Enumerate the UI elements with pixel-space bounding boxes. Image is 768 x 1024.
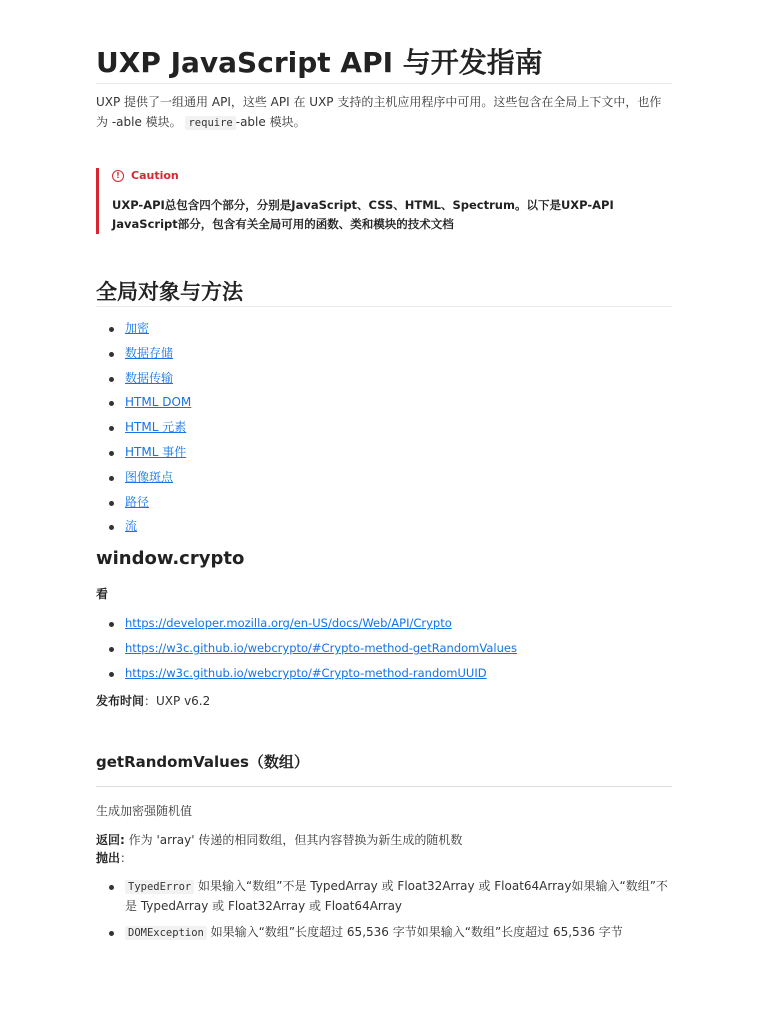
intro-code: require (185, 116, 235, 130)
link-html-events[interactable]: HTML 事件 (125, 444, 187, 459)
exclamation-circle-icon: ! (112, 170, 124, 182)
throws-label: 抛出 (96, 851, 121, 865)
returns-label: 返回: (96, 833, 125, 847)
list-item (125, 877, 672, 916)
link-path[interactable]: 路径 (125, 494, 150, 509)
list-item (125, 341, 191, 366)
caution-callout (96, 168, 662, 234)
intro-text: UXP 提供了一组通用 API，这些 API 在 UXP 支持的主机应用程序中可用。这些包含在全局上下文中，也作为 -able 模块。 (96, 95, 662, 129)
throws-list (96, 877, 672, 950)
link-w3c-getrandomvalues[interactable]: https://w3c.github.io/webcrypto/#Crypto-method-getRandomValues (125, 641, 517, 655)
returns-line (96, 831, 462, 849)
list-item (125, 923, 672, 943)
list-item (125, 366, 191, 391)
intro-text-end: -able 模块。 (235, 115, 306, 129)
list-item (125, 514, 191, 539)
link-w3c-randomuuid[interactable]: https://w3c.github.io/webcrypto/#Crypto-method-randomUUID (125, 666, 487, 680)
intro-paragraph (96, 92, 672, 133)
section-heading-crypto: window.crypto (96, 548, 245, 569)
list-item (125, 316, 191, 341)
method-heading: getRandomValues（数组） (96, 751, 672, 787)
link-storage[interactable]: 数据存储 (125, 345, 174, 360)
returns-text: 作为 'array' 传递的相同数组，但其内容替换为新生成的随机数 (124, 833, 463, 847)
returns-block (96, 831, 462, 867)
section-heading-globals: 全局对象与方法 (96, 278, 672, 307)
release-label: 发布时间 (96, 694, 145, 708)
globals-list (96, 316, 191, 539)
method-description: 生成加密强随机值 (96, 804, 193, 818)
list-item (125, 415, 191, 440)
link-html-dom[interactable]: HTML DOM (125, 395, 192, 410)
link-data-transfer[interactable]: 数据传输 (125, 370, 174, 385)
page-title: UXP JavaScript API 与开发指南 (96, 44, 672, 84)
caution-body: UXP-API总包含四个部分，分别是JavaScript、CSS、HTML、Spectrum。以下是UXP-API JavaScript部分，包含有关全局可用的函数、类和模块的技术文档 (112, 198, 614, 231)
link-crypto[interactable]: 加密 (125, 321, 150, 335)
list-item (125, 661, 517, 686)
link-html-elements[interactable]: HTML 元素 (125, 420, 187, 435)
list-item (125, 440, 191, 465)
error-code: TypedError (125, 880, 194, 894)
list-item (125, 390, 191, 415)
error-text: 如果输入“数组”长度超过 65,536 字节如果输入“数组”长度超过 65,536 字节 (206, 925, 623, 939)
list-item (125, 465, 191, 490)
throws-line (96, 849, 462, 867)
caution-label: Caution (131, 169, 179, 182)
throws-colon: ： (120, 851, 133, 865)
error-code: DOMException (125, 926, 207, 940)
list-item (125, 611, 517, 636)
link-image-blobs[interactable]: 图像斑点 (125, 469, 174, 484)
see-label: 看 (96, 587, 109, 601)
error-text: 如果输入“数组”不是 TypedArray 或 Float32Array 或 Float64Array如果输入“数组”不是 TypedArray 或 Float32Array 或 Float64Array (125, 879, 668, 913)
list-item (125, 636, 517, 661)
caution-header (112, 169, 179, 182)
release-value: ：UXP v6.2 (144, 694, 211, 708)
list-item (125, 490, 191, 515)
release-info (96, 692, 210, 709)
reference-links (96, 611, 517, 686)
link-mdn-crypto[interactable]: https://developer.mozilla.org/en-US/docs/Web/API/Crypto (125, 616, 452, 630)
link-streams[interactable]: 流 (125, 519, 138, 534)
